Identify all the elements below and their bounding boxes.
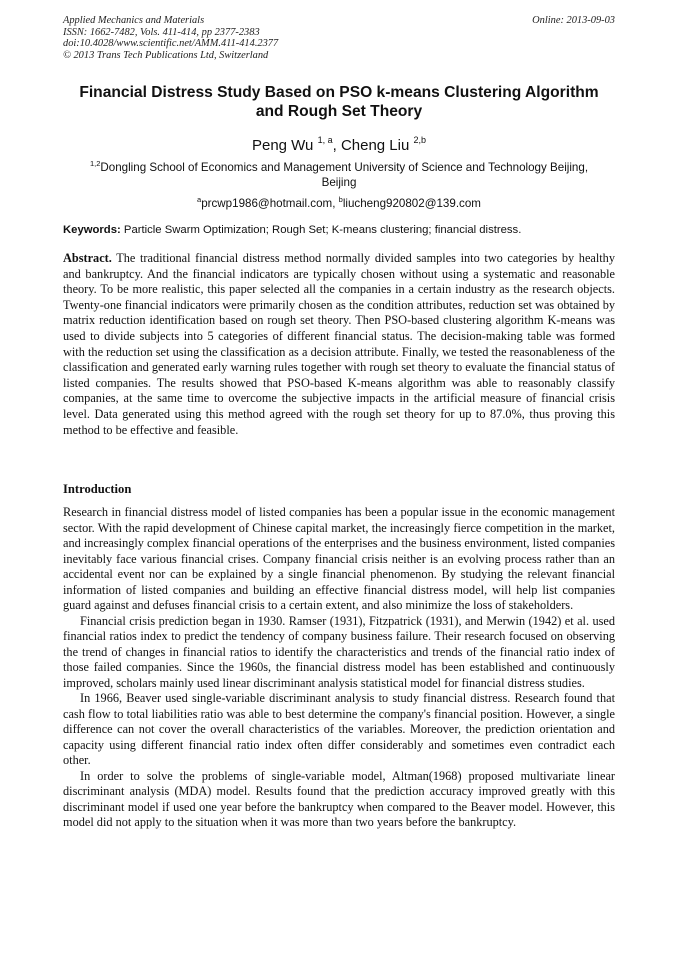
affiliation-line-2: Beijing: [321, 175, 357, 189]
paragraph: Research in financial distress model of listed companies has been a popular issue in the economic management sector. With the rapid development of Chinese capital market, the increasingly fierce competition in the market, and increasingly complex financial operations of the enterprises and the business environment, listed companies inevitably face various financial crises. Company financial crisis neither is an evolving process rather than an accidental event nor can be explained by a single financial phenomenon. By studying the relevant financial information of listed companies and building an effective financial distress model, will help list companies guard against and defuses financial crisis to a certain extent, and also minimize the loss of stakeholders.: [63, 505, 615, 612]
keywords-text: Particle Swarm Optimization; Rough Set; K-means clustering; financial distress.: [123, 224, 522, 236]
email-link: liucheng920802@139.com: [342, 197, 481, 210]
author-name: Cheng Liu: [340, 137, 410, 154]
keywords: [63, 223, 615, 237]
email-superscript: b: [338, 195, 343, 204]
title-line-2: and Rough Set Theory: [255, 103, 423, 120]
author-list: [63, 131, 615, 155]
author-superscript: 2,b: [413, 135, 427, 145]
online-date: Online: 2013-09-03: [532, 15, 615, 26]
copyright-line: © 2013 Trans Tech Publications Ltd, Switzerland: [63, 49, 269, 61]
affiliation: [63, 157, 615, 190]
author-emails: [63, 193, 615, 211]
journal-name: Applied Mechanics and Materials: [63, 15, 205, 26]
author-separator: ,: [332, 137, 337, 154]
issn-line: ISSN: 1662-7482, Vols. 411-414, pp 2377-2383: [63, 26, 260, 38]
author-superscript: 1, a: [317, 135, 333, 145]
email-superscript: a: [197, 195, 202, 204]
journal-header: [63, 15, 615, 61]
abstract-text: The traditional financial distress method normally divided samples into two categories by healthy and bankruptcy. And the financial indicators are typically chosen without using a systematic and reasonable theory. To be more realistic, this paper selected all the companies in a certain industry as the research objects. Twenty-one financial indicators were primarily chosen as the condition attributes, reduction set was obtained by matrix reduction identification based on rough set theory. Then PSO-based clustering algorithm K-means was used to divide subjects into 5 categories of different financial status. The decision-making table was formed with the reduction set using the classification as a decision attribute. Finally, we tested the reasonableness of the classification and generated early warning rules together with rough set theory to evaluate the financial status of listed companies. The results showed that PSO-based K-means algorithm was able to reasonably classify companies, at the same time to overcome the subjective impacts in the artificial measure of financial crisis level. Data generated using this method agreed with the rough set theory for up to 87.0%, thus proving this method to be effective and feasible.: [63, 251, 615, 437]
paragraph: Financial crisis prediction began in 1930. Ramser (1931), Fitzpatrick (1931), and Merwin (1942) et al. used financial ratios index to predict the tendency of company business failure. Their research focused on observing the trend of changes in financial ratios to identify the characteristics and trends of the financial ratio index of those failed companies. Since the 1960s, the financial distress model has been established and continuously improved, scholars mainly used linear discriminant analysis statistical model for financial distress studies.: [63, 613, 615, 690]
abstract-label: Abstract.: [63, 251, 112, 265]
affiliation-line-1: Dongling School of Economics and Management University of Science and Technology Beijing,: [100, 161, 589, 174]
paper-title: [63, 83, 615, 121]
paragraph: In order to solve the problems of single-variable model, Altman(1968) proposed multivariate linear discriminant analysis (MDA) model. Results found that the prediction accuracy improved greatly with this discriminant model if used one year before the bankruptcy when compared to the Beaver model. However, this model did not apply to the situation when it was more than two years before the bankruptcy.: [63, 768, 615, 829]
email-link: prcwp1986@hotmail.com,: [201, 197, 336, 210]
section-heading: Introduction: [63, 482, 132, 496]
author-name: Peng Wu: [251, 137, 314, 154]
affiliation-superscript: 1,2: [89, 159, 101, 168]
title-line-1: Financial Distress Study Based on PSO k-means Clustering Algorithm: [79, 84, 599, 101]
keywords-label: Keywords:: [63, 224, 121, 236]
doi-line: doi:10.4028/www.scientific.net/AMM.411-414.2377: [63, 38, 279, 50]
abstract: [63, 251, 615, 438]
paragraph: In 1966, Beaver used single-variable discriminant analysis to study financial distress. Research found that cash flow to total liabilities ratio was able to best determine the company's financial position. However, a single difference can not cover the overall characteristics of the variables. Moreover, the prediction orientation and capacity using different financial ratio index often differ considerably and sometimes even contradict each other.: [63, 691, 615, 767]
introduction-body: [63, 505, 615, 831]
